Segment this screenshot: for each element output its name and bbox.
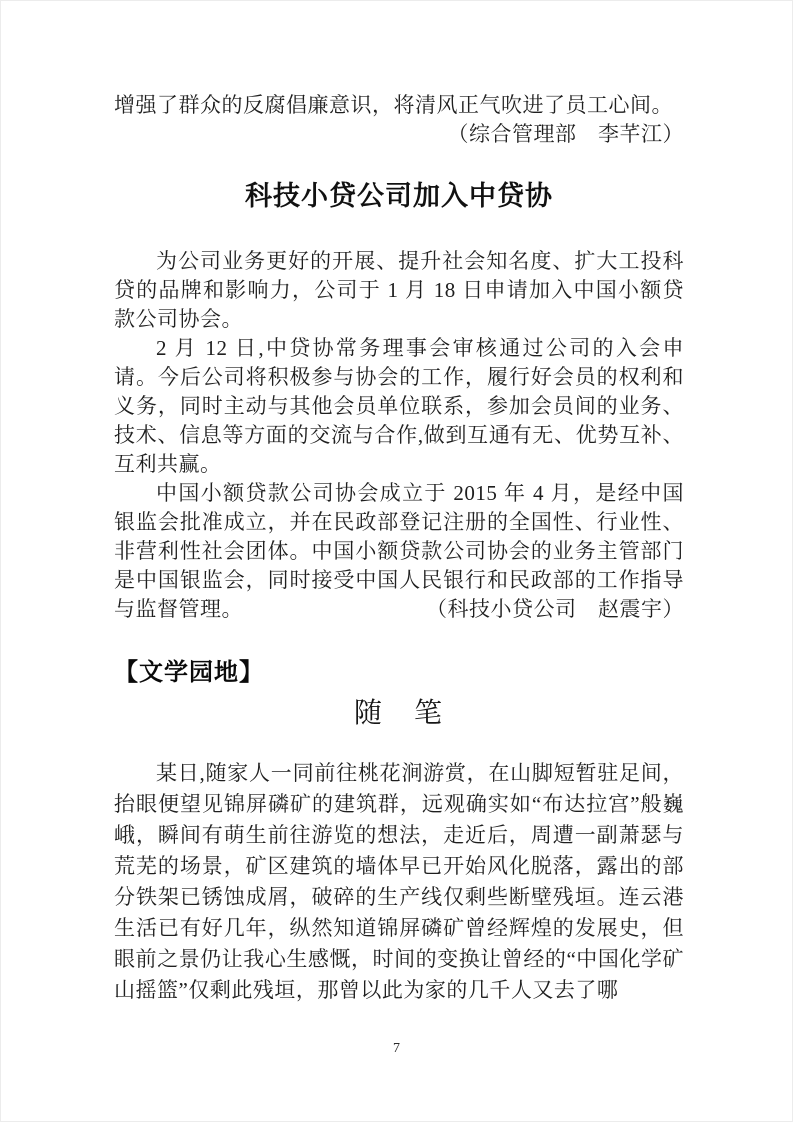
page-number: 7 xyxy=(393,1041,400,1056)
article-paragraph-3-text: 中国小额贷款公司协会成立于 2015 年 4 月，是经中国银监会批准成立，并在民政部登记注册的全国性、行业性、非营利性社会团体。中国小额贷款公司协会的业务主管部门是中国银监会，同时接受中国人民银行和民政部的工作指导与监督管理。 xyxy=(114,481,684,621)
article-paragraph-1: 为公司业务更好的开展、提升社会知名度、扩大工投科贷的品牌和影响力，公司于 1 月 18 日申请加入中国小额贷款公司协会。 xyxy=(114,249,684,331)
article-paragraph-2: 2 月 12 日,中贷协常务理事会审核通过公司的入会申请。今后公司将积极参与协会的工作，履行好会员的权利和义务，同时主动与其他会员单位联系，参加会员间的业务、技术、信息等方面的交流与合作,做到互通有无、优势互补、互利共赢。 xyxy=(114,336,684,476)
literature-section-header: 【文学园地】 xyxy=(114,660,264,686)
previous-article-closing-line: 增强了群众的反腐倡廉意识，将清风正气吹进了员工心间。 xyxy=(114,93,673,117)
previous-article-ending xyxy=(114,91,684,149)
article-signature: （科技小贷公司 赵震宇） xyxy=(426,597,684,621)
essay-body xyxy=(114,758,684,1006)
essay-paragraph: 某日,随家人一同前往桃花涧游赏，在山脚短暂驻足间，抬眼便望见锦屏磷矿的建筑群，远观确实如“布达拉宫”般巍峨，瞬间有萌生前往游览的想法，走近后，周遭一副萧瑟与荒芜的场景，矿区建筑的墙体早已开始风化脱落，露出的部分铁架已锈蚀成屑，破碎的生产线仅剩些断壁残垣。连云港生活已有好几年，纵然知道锦屏磷矿曾经辉煌的发展史，但眼前之景仍让我心生感慨，时间的变换让曾经的“中国化学矿山摇篮”仅剩此残垣，那曾以此为家的几千人又去了哪 xyxy=(114,761,684,1002)
previous-article-signature: （综合管理部 李芊江） xyxy=(447,122,684,146)
article-paragraph-3 xyxy=(114,479,684,624)
article-body xyxy=(114,247,684,624)
essay-title: 随 笔 xyxy=(353,697,444,728)
article-title: 科技小贷公司加入中贷协 xyxy=(245,181,553,211)
